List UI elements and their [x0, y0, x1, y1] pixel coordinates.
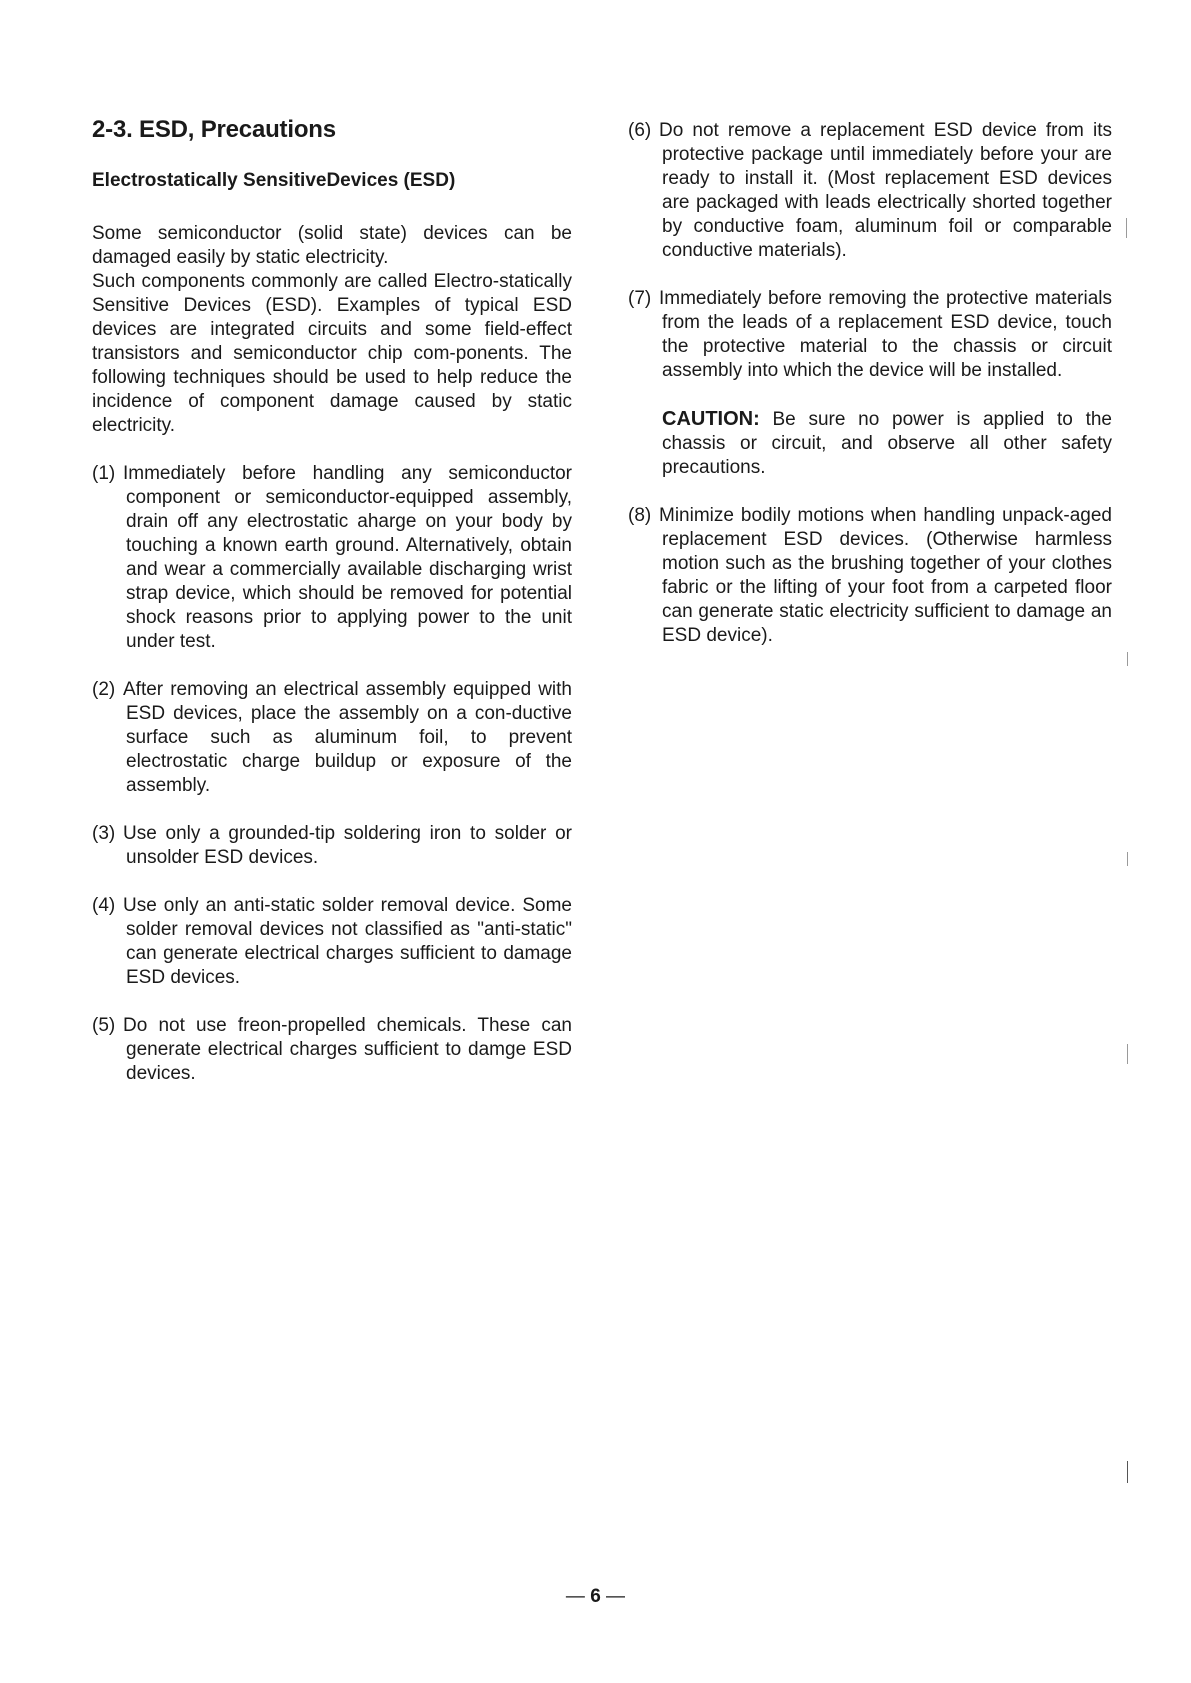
- list-item-3: [92, 822, 572, 870]
- scan-artifact: [1127, 652, 1128, 666]
- section-title: 2-3. ESD, Precautions: [92, 116, 336, 143]
- list-item-5: [92, 1014, 572, 1086]
- list-item-2: [92, 678, 572, 798]
- item-number: (1): [92, 463, 116, 484]
- scan-artifact: [1127, 1461, 1128, 1483]
- item-number: (2): [92, 679, 116, 700]
- intro-paragraph: Some semiconductor (solid state) devices can be damaged easily by static electricity.: [92, 223, 572, 268]
- item-number: (8): [628, 505, 652, 526]
- right-column: [628, 119, 1112, 672]
- caution-note: [662, 407, 1112, 480]
- caution-label: CAUTION:: [662, 408, 760, 430]
- item-text: Minimize bodily motions when handling unpack-aged replacement ESD devices. (Otherwise harmless motion such as the brushing together of your clothes fabric or the lifting of your foot from a carpeted floor can generate static electricity sufficient to damage an ESD device).: [659, 505, 1112, 646]
- left-column: [92, 116, 572, 1110]
- item-text: After removing an electrical assembly equipped with ESD devices, place the assembly on a con-ductive surface such as aluminum foil, to prevent electrostatic charge buildup or exposure of the assembly.: [123, 679, 572, 796]
- scan-artifact: [1127, 852, 1128, 866]
- item-number: (7): [628, 288, 652, 309]
- scan-artifact: [1127, 1044, 1128, 1064]
- item-number: (3): [92, 823, 116, 844]
- intro-paragraph-2: Such components commonly are called Electro-statically Sensitive Devices (ESD). Examples of typical ESD devices are integrated circuits and some field-effect transistors and semiconductor chip com-ponents. The following techniques should be used to help reduce the incidence of component damage caused by static electricity.: [92, 271, 572, 436]
- item-text: Do not remove a replacement ESD device from its protective package until immediately before your are ready to install it. (Most replacement ESD devices are packaged with leads electrically shorted together by conductive foam, aluminum foil or comparable conductive materials).: [659, 120, 1112, 261]
- item-text: Do not use freon-propelled chemicals. These can generate electrical charges sufficient to damge ESD devices.: [123, 1015, 572, 1084]
- item-text: Use only an anti-static solder removal device. Some solder removal devices not classified as "anti-static" can generate electrical charges sufficient to damage ESD devices.: [123, 895, 572, 988]
- list-item-6: [628, 119, 1112, 263]
- page-dash-left: —: [565, 1586, 591, 1607]
- item-text: Immediately before handling any semiconductor component or semiconductor-equipped assembly, drain off any electrostatic aharge on your body by touching a known earth ground. Alternatively, obtain and wear a commercially available discharging wrist strap device, which should be removed for potential shock reasons prior to applying power to the unit under test.: [123, 463, 572, 652]
- list-item-8: [628, 504, 1112, 648]
- page-number: [0, 1586, 1191, 1608]
- page-dash-right: —: [600, 1586, 626, 1607]
- list-item-7: [628, 287, 1112, 383]
- item-number: (4): [92, 895, 116, 916]
- page-number-value: 6: [590, 1586, 601, 1607]
- item-number: (6): [628, 120, 652, 141]
- item-number: (5): [92, 1015, 116, 1036]
- item-text: Immediately before removing the protective materials from the leads of a replacement ESD device, touch the protective material to the chassis or circuit assembly into which the device will be installed.: [659, 288, 1112, 381]
- scan-artifact: [1126, 218, 1127, 238]
- list-item-1: [92, 462, 572, 654]
- list-item-4: [92, 894, 572, 990]
- caution-text: Be sure no power is applied to the chassis or circuit, and observe all other safety precautions.: [662, 409, 1112, 478]
- section-subtitle: Electrostatically SensitiveDevices (ESD): [92, 170, 456, 191]
- item-text: Use only a grounded-tip soldering iron to solder or unsolder ESD devices.: [123, 823, 572, 868]
